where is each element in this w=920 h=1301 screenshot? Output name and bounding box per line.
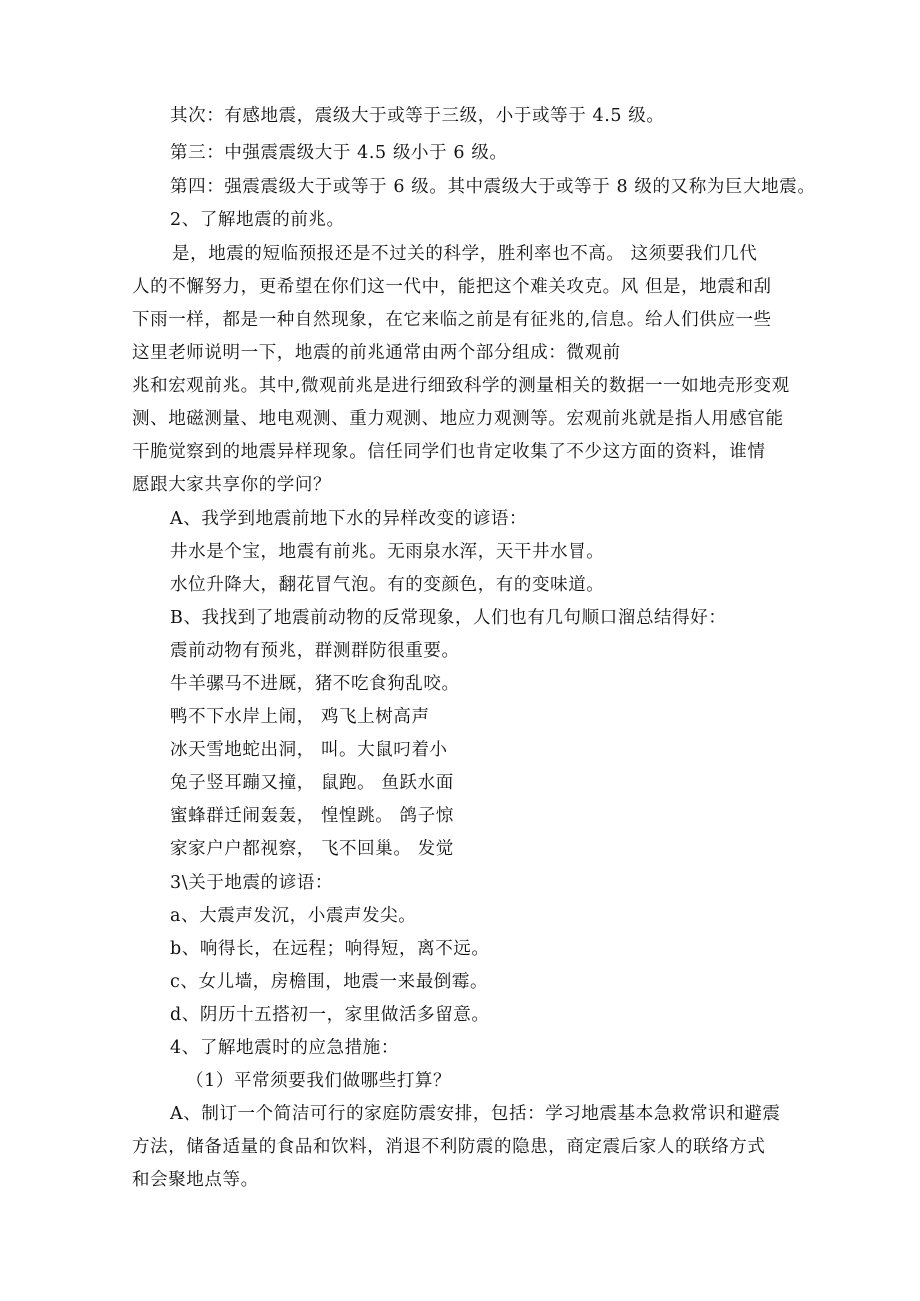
text-line: 和会聚地点等。 [132,1170,259,1190]
text-line: 4、了解地震时的应急措施： [170,1038,399,1058]
text-line: d、阴历十五搭初一，家里做活多留意。 [170,1005,490,1025]
text-line: 第四：强震震级大于或等于 6 级。其中震级大于或等于 8 级的又称为巨大地震。 [170,177,816,197]
text-line: 下雨一样，都是一种自然现象，在它来临之前是有征兆的,信息。给人们供应一些 [132,310,772,330]
text-line: 人的不懈努力，更希望在你们这一代中，能把这个难关攻克。风 但是，地震和刮 [132,277,772,297]
text-line: 井水是个宝，地震有前兆。无雨泉水浑，天干井水冒。 [170,542,605,562]
text-line: 蜜蜂群迁闹轰轰， 惶惶跳。 鸽子惊 [170,806,454,826]
text-line: 方法，储备适量的食品和饮料，消退不利防震的隐患，商定震后家人的联络方式 [132,1137,766,1157]
text-line: 测、地磁测量、地电观测、重力观测、地应力观测等。宏观前兆就是指人用感官能 [132,409,784,429]
text-line: 2、了解地震的前兆。 [170,210,345,230]
text-line: 震前动物有预兆，群测群防很重要。 [170,641,460,661]
text-line: 牛羊骡马不进厩，猪不吃食狗乱咬。 [170,674,460,694]
text-line: 愿跟大家共享你的学问？ [132,475,332,495]
text-line: B、我找到了地震前动物的反常现象，人们也有几句顺口溜总结得好： [170,608,727,628]
text-line: （1）平常须要我们做哪些打算？ [186,1071,452,1091]
text-line: c、女儿墙，房檐围，地震一来最倒霉。 [170,972,489,992]
text-line: A、制订一个简洁可行的家庭防震安排，包括：学习地震基本急救常识和避震 [170,1104,781,1124]
text-line: b、响得长，在远程；响得短，离不远。 [170,939,490,959]
text-line: 鸭不下水岸上闹， 鸡飞上树高声 [170,707,430,727]
text-line: 兔子竖耳蹦又撞， 鼠跑。 鱼跃水面 [170,773,454,793]
text-line: a、大震声发沉，小震声发尖。 [170,906,417,926]
text-line: 水位升降大，翻花冒气泡。有的变颜色，有的变味道。 [170,575,605,595]
text-line: 其次：有感地震，震级大于或等于三级，小于或等于 4.5 级。 [170,106,665,126]
text-line: 是，地震的短临预报还是不过关的科学，胜利率也不高。 这须要我们几代 [172,244,758,264]
text-line: 家家户户都视察， 飞不回巢。 发觉 [170,839,454,859]
text-line: 这里老师说明一下，地震的前兆通常由两个部分组成：微观前 [132,343,621,363]
text-line: 干脆觉察到的地震异样现象。信任同学们也肯定收集了不少这方面的资料，谁情 [132,442,766,462]
text-line: 第三：中强震震级大于 4.5 级小于 6 级。 [170,143,508,163]
text-line: 冰天雪地蛇出洞， 叫。大鼠叼着小 [170,740,448,760]
text-line: 3\关于地震的谚语： [170,873,334,893]
text-line: 兆和宏观前兆。其中,微观前兆是进行细致科学的测量相关的数据一一如地壳形变观 [132,376,790,396]
text-line: A、我学到地震前地下水的异样改变的谚语： [170,509,528,529]
